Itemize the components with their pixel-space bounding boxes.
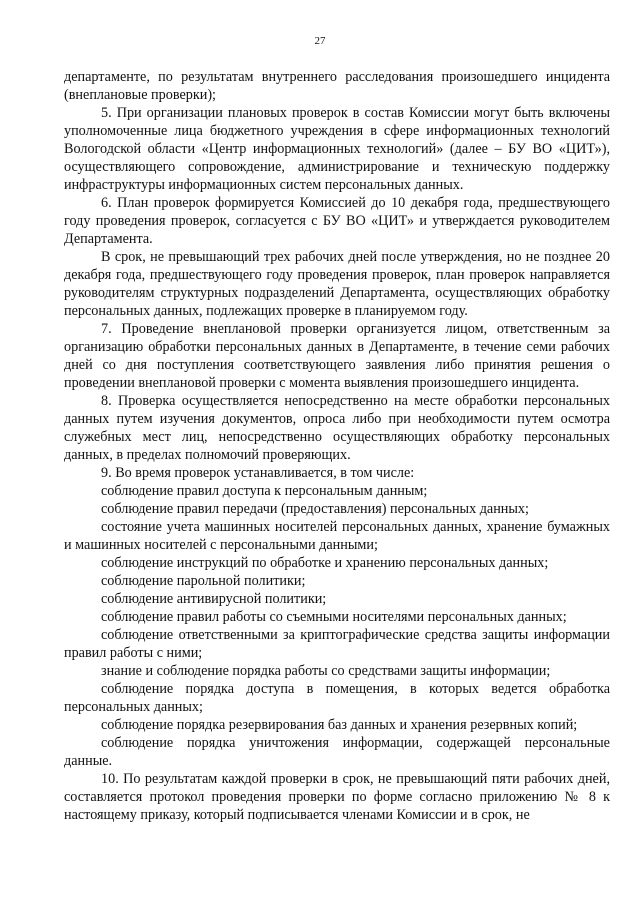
paragraph-6-deadline: В срок, не превышающий трех рабочих дней после утверждения, но не позднее 20 декабря года, предшествующего году проведения проверок, план проверок направляется руководителям структурных подразделений Департамента, осуществляющих обработку персональных данных, подлежащих проверке в планируемом году. bbox=[64, 249, 610, 319]
paragraph-9: 9. Во время проверок устанавливается, в том числе: bbox=[101, 465, 415, 481]
list-item: соблюдение ответственными за криптографические средства защиты информации правил работы с ними; bbox=[64, 627, 610, 661]
list-item: соблюдение порядка уничтожения информации, содержащей персональные данные. bbox=[64, 735, 610, 769]
page-number: 27 bbox=[314, 35, 326, 47]
list-item: соблюдение порядка резервирования баз данных и хранения резервных копий; bbox=[101, 717, 578, 733]
paragraph-7: 7. Проведение внеплановой проверки организуется лицом, ответственным за организацию обработки персональных данных в Департаменте, в течение семи рабочих дней со дня поступления соответствующего заявления либо принятия решения о проведении внеплановой проверки с момента выявления произошедшего инцидента. bbox=[64, 321, 610, 391]
list-item: состояние учета машинных носителей персональных данных, хранение бумажных и машинных носителей с персональными данными; bbox=[64, 519, 610, 553]
paragraph-10: 10. По результатам каждой проверки в срок, не превышающий пяти рабочих дней, составляется протокол проведения проверки по форме согласно приложению № 8 к настоящему приказу, который подписывается членами Комиссии и в срок, не bbox=[64, 771, 610, 823]
list-item: соблюдение правил передачи (предоставления) персональных данных; bbox=[101, 501, 529, 517]
list-item: соблюдение правил работы со съемными носителями персональных данных; bbox=[101, 609, 567, 625]
list-item: знание и соблюдение порядка работы со средствами защиты информации; bbox=[101, 663, 551, 679]
list-item: соблюдение порядка доступа в помещения, в которых ведется обработка персональных данных; bbox=[64, 681, 610, 715]
paragraph-continuation: департаменте, по результатам внутреннего расследования произошедшего инцидента (внеплановые проверки); bbox=[64, 69, 610, 103]
paragraph-8: 8. Проверка осуществляется непосредственно на месте обработки персональных данных путем изучения документов, опроса либо при необходимости путем осмотра служебных мест лиц, непосредственно осуществляющих обработку персональных данных, в пределах полномочий проверяющих. bbox=[64, 393, 610, 463]
paragraph-6: 6. План проверок формируется Комиссией до 10 декабря года, предшествующего году проведения проверок, согласуется с БУ ВО «ЦИТ» и утверждается руководителем Департамента. bbox=[64, 195, 610, 247]
paragraph-5: 5. При организации плановых проверок в состав Комиссии могут быть включены уполномоченные лица бюджетного учреждения в сфере информационных технологий Вологодской области «Центр информационных технологий» (далее – БУ ВО «ЦИТ»), осуществляющего сопровождение, администрирование и техническую поддержку инфраструктуры информационных систем персональных данных. bbox=[64, 105, 610, 193]
list-item: соблюдение правил доступа к персональным данным; bbox=[101, 483, 428, 499]
list-item: соблюдение парольной политики; bbox=[101, 573, 306, 589]
list-item: соблюдение антивирусной политики; bbox=[101, 591, 327, 607]
document-body bbox=[64, 68, 610, 824]
list-item: соблюдение инструкций по обработке и хранению персональных данных; bbox=[101, 555, 549, 571]
